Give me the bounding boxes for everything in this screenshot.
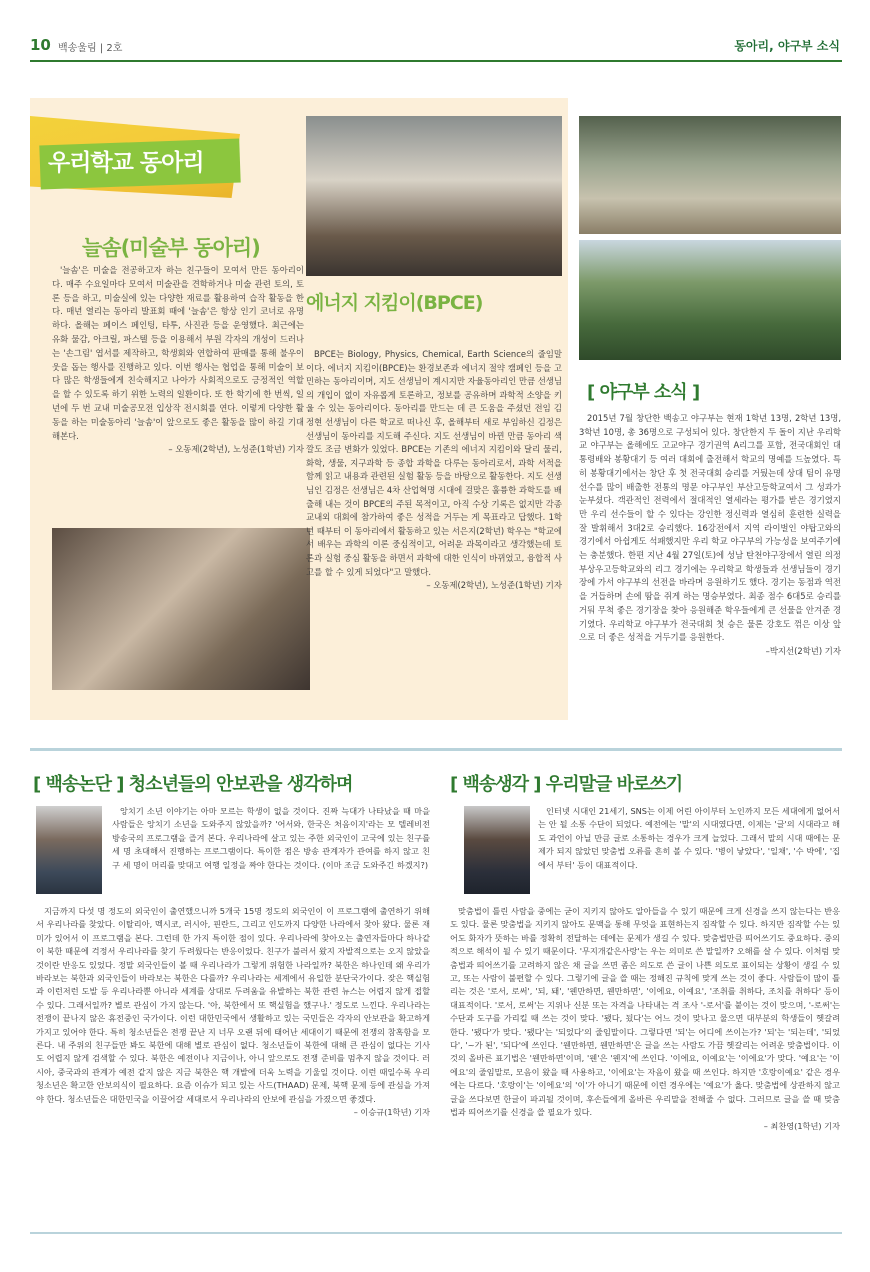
reporter-photo-opinion [36,806,102,894]
page-header [30,36,842,62]
neulsom-heading: 늘솜(미술부 동아리) [82,236,260,260]
bpce-article [306,348,562,593]
reporter-photo-language [464,806,530,894]
neulsom-article [52,264,304,457]
bpce-heading: 에너지 지킴이(BPCE) [306,292,483,314]
language-body: 맞춤법이 틀린 사람을 중에는 굳이 지키지 않아도 알아들을 수 있기 때문에 크게 신경을 쓰지 않는다는 반응도 있다. 물론 맞춤법을 지키지 않아도 문맥을 통해 무엇을 표현하는지 짐작할 수 있다. 하지만 짐작할 수는 있어도 화자가 뜻하는 바를 정확히 전달하는 데에는 문제가 생길 수 있다. 맞춤법만큼 띄어쓰기도 중요하다. 중의적으로 해석이 될 수 있기 때문이다. '무지개같은사랑'는 우는 의미로 쓴 말일까? 오해를 살 수 있다. 이처럼 맞춤법과 띄어쓰기를 고려하지 않은 채 글을 쓰면 좀은 의도로 쓴 글이 나쁜 의도로 표이되는 상황이 생길 수 있고, 또는 사람이 불편할 수 있다. 그렇기에 글을 쓸 때는 정해진 규칙에 맞게 쓰는 것이 좋다. 사람들이 많이 틀리는 것은 '로서, 로써', '되, 돼', '웬만하면, 웬만하면', '이에요, 이예요', '조취를 취하다, 조치를 취하다' 등이 대표적이다. '로서, 로써'는 지위나 신분 또는 자격을 나타내는 격 조사 '-로서'를 붙이는 것이 맞으며, '-로써'는 수단과 도구를 가리킬 때 쓰는 것이 맞다. '됐다, 됬다'는 어느 것이 맞나고 물으면 대부분의 학생들이 헷갈려 한다. '됐다'가 맞다. '됐다'는 '되었다'의 줄임말이다. 그렇다면 '되'는 어디에 쓰이는가? '되'는 '되는데', '되었다', '~가 된', '되다'에 쓰인다. '웬만하면, 웬만하면'은 글을 쓰는 사람도 가끔 헷갈리는 어려운 맞춤법이다. 이것의 올바른 표기법은 '웬만하면'이며, '웬'은 '웬지'에 쓰인다. '이에요, 이예요'는 '이에요'가 맞다. '예요'는 '이에요'의 줄임말로, 모음이 왔을 때 사용하고, '이에요'는 자음이 왔을 때 쓰인다. 하지만 '호랑이예요' 같은 경우에는 다르다. '호랑이'는 '이에요'의 '이'가 아니기 때문에 이런 경우에는 '예요'가 옳다. 맞춤법에 상관하지 않고 글을 쓰다보면 한글이 파괴될 것이며, 후손들에게 올바른 우리말을 전해줄 수 없다. 그러므로 글을 쓸 때 맞춤법과 띄어쓰기를 신경을 쓸 필요가 있다. [450,906,840,1118]
section-divider [30,748,842,751]
art-club-photo [52,528,310,690]
page-number: 10 [30,36,51,54]
opinion-byline: – 이승규(1학년) 기자 [353,1107,430,1118]
language-article [450,905,840,1133]
club-section [30,98,568,720]
section-title: 동아리, 야구부 소식 [734,39,840,53]
language-heading: [ 백송생각 ] 우리말글 바로쓰기 [450,774,683,795]
header-divider [30,60,842,62]
baseball-byline: –박지선(2학년) 기자 [765,645,841,656]
baseball-article [579,412,841,659]
opinion-lead-text: 앙치기 소년 이야기는 아마 모르는 학생이 없을 것이다. 진짜 늑대가 나타났을 때 마을 사람들은 앙치기 소년을 도와주지 않았을까? '어서와, 한국은 처음이지'라는 모 텔레비전 방송국의 프로그램을 즐겨 본다. 우리나라에 살고 있는 주한 외국인이 고국에 있는 친구를 세 명 초대해서 진행하는 프로그램이다. 특이한 점은 방송 관계자가 관여를 하지 않고 친구 세 명이 머리를 맞대고 여행 일정을 짜야 한다는 것이다. (이마 조금 도와주긴 하겠지?) [112,806,430,870]
bpce-byline: – 오동제(2학년), 노성준(1학년) 기자 [426,580,562,591]
baseball-heading: [ 야구부 소식 ] [587,382,700,403]
neulsom-body: '늘솜'은 미술을 전공하고자 하는 친구들이 모여서 만든 동아리이다. 매주 수요일마다 모여서 미술관을 견학하거나 미술 관련 토의, 토론 등을 하고, 미술실에 있는 다양한 재료를 활용하여 습작 활동을 한다. 매년 열리는 동아리 발표회 때에 '늘솜'은 항상 인기 코너로 유명하다. 올해는 페이스 페인팅, 타투, 사진관 등을 운영했다. 최근에는 유화 물감, 아크릴, 파스텔 등을 이용해서 부원 각자의 개성이 드러나는 '손그림' 엽서를 제작하고, 학생회와 연합하여 판매를 통해 불우이웃을 돕는 행사를 진행하고 있다. 이번 행사는 협업을 통해 미술이 보다 많은 학생들에게 친숙해지고 나아가 사회적으로도 긍정적인 역할을 할 수 있도록 하기 위한 노력의 일환이다. 또 한 학기에 한 번씩, 일 년에 두 번 교내 미술공모전 입상작 전시회를 연다. 이렇게 다양한 활동을 하는 미술동아리 '늘솜'이 앞으로도 좋은 활동을 많이 하길 기대해본다. [52,265,304,441]
language-lead [538,805,840,872]
baseball-body: 2015년 7월 창단한 백송고 야구부는 현재 1학년 13명, 2학년 13명, 3학년 10명, 총 36명으로 구성되어 있다. 창단한지 두 돌이 지난 우리학교 야구부는 올해에도 고교야구 경기권역 A리그를 포함, 전국대회인 대통령배와 봉황대기 등 여러 대회에 출전해서 학교의 명예를 드높였다. 특히 봉황대기에서는 창단 후 첫 전국대회 승리를 거뒀는데 상대 팀이 유명 선수를 많이 배출한 전통의 명문 야구부인 부산고등학교여서 그 성과가 눈부셨다. 객관적인 전력에서 절대적인 열세라는 평가를 받은 경기였지만 우리 선수들이 할 수 있다는 강인한 정신력과 열심히 훈련한 실력을 잘 발휘해서 3대2로 승리했다. 16강전에서 지역 라이벌인 야탑고와의 경기에서 아쉽게도 석패했지만 우리 학교 야구부의 가능성을 보여주기에는 충분했다. 한편 지난 4월 27일(토)에 성남 탄천야구장에서 열린 의정부상우고등학교와의 리그 경기에는 우리학교 학생들과 선생님들이 경기장에 가서 야구부의 선전을 바라며 응원하기도 했다. 경기는 동점과 역전을 거듭하며 손에 땀을 쥐게 하는 명승부였다. 최종 점수 6대5로 승리를 거둬 무척 좋은 경기장을 찾아 응원해준 학우들에게 큰 선물을 안겨준 경기였다. 우리학교 야구부가 전국대회 첫 승은 물론 강호도 꺾은 이상 앞으로 더 좋은 성적을 거두기를 응원한다. [579,413,841,643]
language-lead-text: 인터넷 시대인 21세기, SNS는 이제 어린 아이부터 노인까지 모든 세대에게 없어서는 안 될 소통 수단이 되었다. 예전에는 '말'의 시대였다면, 이제는 '글'의 시대라고 해도 과언이 아닐 만큼 글로 소통하는 경우가 크게 늘었다. 그래서 말의 시대 때에는 문제가 되지 않았던 맞춤법 오류를 흔히 볼 수 있다. '병이 낳았다', '일채', '수 박에', '집에서 부터' 등이 대표적이다. [538,806,840,870]
baseball-team-photo-1 [579,116,841,234]
opinion-body: 지금까지 다섯 명 정도의 외국인이 출연했으니까 5개국 15명 정도의 외국인이 이 프로그램에 출연하기 위해서 우리나라를 찾았다. 이탈리아, 멕시코, 러시아, 핀란드, 그리고 인도까지 다양한 나라에서 찾아 왔다. 물론 재미가 있어서 이 프로그램을 본다. 그런데 한 가지 특이한 점이 있다. 우리나라에 찾아오는 출연자들마다 하나같이 북한 때문에 걱정서 우리나라를 찾기 두려웠다는 반응이었다. 친구가 불러서 왔지 자발적으로는 오지 않았을 것이란 반응도 있었다. 정말 외국인들이 볼 때 우리나라가 그렇게 위험한 나라일까? 북한은 하나인데 왜 우리가 바라보는 북한과 외국인들이 바라보는 북한은 다를까? 우리나라는 세계에서 유일한 분단국가이다. 잦은 핵실험과 이런저런 도발 등 우리나라뿐 아니라 세계를 상대로 두려움을 유발하는 북한 관련 뉴스는 어렵지 않게 접할 수 있다. 그래서일까? 별로 관심이 가지 않는다. '아, 북한에서 또 핵실험을 했구나.' 정도로 느낀다. 우리나라는 전쟁이 끝나지 않은 휴전중인 국가이다. 이런 대한민국에서 생활하고 있는 국민들은 각자의 안보관을 확고하게 가지고 있어야 한다. 특히 청소년들은 전쟁 끝난 지 너무 오랜 뒤에 태어난 세대이기 때문에 전쟁의 참혹함을 모른다. 내 주위의 친구들만 봐도 북한에 대해 별로 관심이 없다. 청소년들이 북한에 대해 큰 관심이 없다는 기사도 어렵지 않게 검색할 수 있다. 북한은 예전이나 지금이나, 아니 앞으로도 전쟁 준비를 멈추지 않을 것이다. 러시아, 중국과의 관계가 예전 같지 않은 지금 북한은 핵 개발에 더욱 노력을 기울일 것이다. 이런 때일수록 우리 청소년은 확고한 안보의식이 필요하다. 요즘 이슈가 되고 있는 사드(THAAD) 문제, 북핵 문제 등에 관심을 가져야 한다. 청소년들은 대한민국을 이끌어갈 세대로서 우리나라의 안보에 관심을 가졌으면 좋겠다. [36,906,430,1104]
footer-divider [30,1232,842,1234]
opinion-heading: [ 백송논단 ] 청소년들의 안보관을 생각하며 [33,774,353,795]
bpce-group-photo [306,116,562,276]
opinion-lead [112,805,430,872]
club-section-title: 우리학교 동아리 [48,150,204,176]
baseball-team-photo-2 [579,240,841,360]
language-byline: – 최찬영(1학년) 기자 [763,1120,840,1131]
neulsom-byline: – 오동제(2학년), 노성준(1학년) 기자 [168,444,304,455]
bpce-body: BPCE는 Biology, Physics, Chemical, Earth Science의 줄임말이다. 에너지 지킴이(BPCE)는 환경보존과 에너지 절약 캠페인 등을 고민하는 동아리이며, 지도 선생님이 계시지만 자율동아리인 만큼 선생님의 개입이 없이 자유롭게 토론하고, 정보를 공유하며 과학적 소양을 키울 수 있는 동아리이다. 동아리를 만드는 데 큰 도움을 주셨던 전임 김정현 선생님이 다른 학교로 떠나신 후, 올해부터 새로 부임하신 김정은 선생님이 동아리를 지도해 주신다. 지도 선생님이 바뀐 만큼 동아리 색깔도 조금 변화가 있었다. BPCE는 기존의 에너지 지킴이와 달리 물리, 화학, 생물, 지구과학 등 종합 과학을 다루는 동아리로서, 과학 서적을 함께 읽고 내용과 관련된 실험 활동 등을 바탕으로 활동한다. 지도 선생님인 김정은 선생님은 4차 산업혁명 시대에 걸맞은 훌륭한 과학도를 배출해 내는 것이 BPCE의 주된 목적이고, 아직 수상 기록은 없지만 각종 교내외 대회에 참가하여 좋은 성적을 거두는 게 목표라고 답했다. 1학년 때부터 이 동아리에서 활동하고 있는 서은지(2학년) 학우는 "학교에서 배우는 과학의 이론 중심적이고, 어려운 과목이라고 생각했는데 토론과 실험 중심 활동을 하면서 과학에 대한 인식이 바뀌었고, 융합적 사고를 할 수 있게 되었다"고 말했다. [306,349,562,577]
opinion-article [36,905,430,1120]
publication-name: 백송울림 | 2호 [58,43,123,54]
